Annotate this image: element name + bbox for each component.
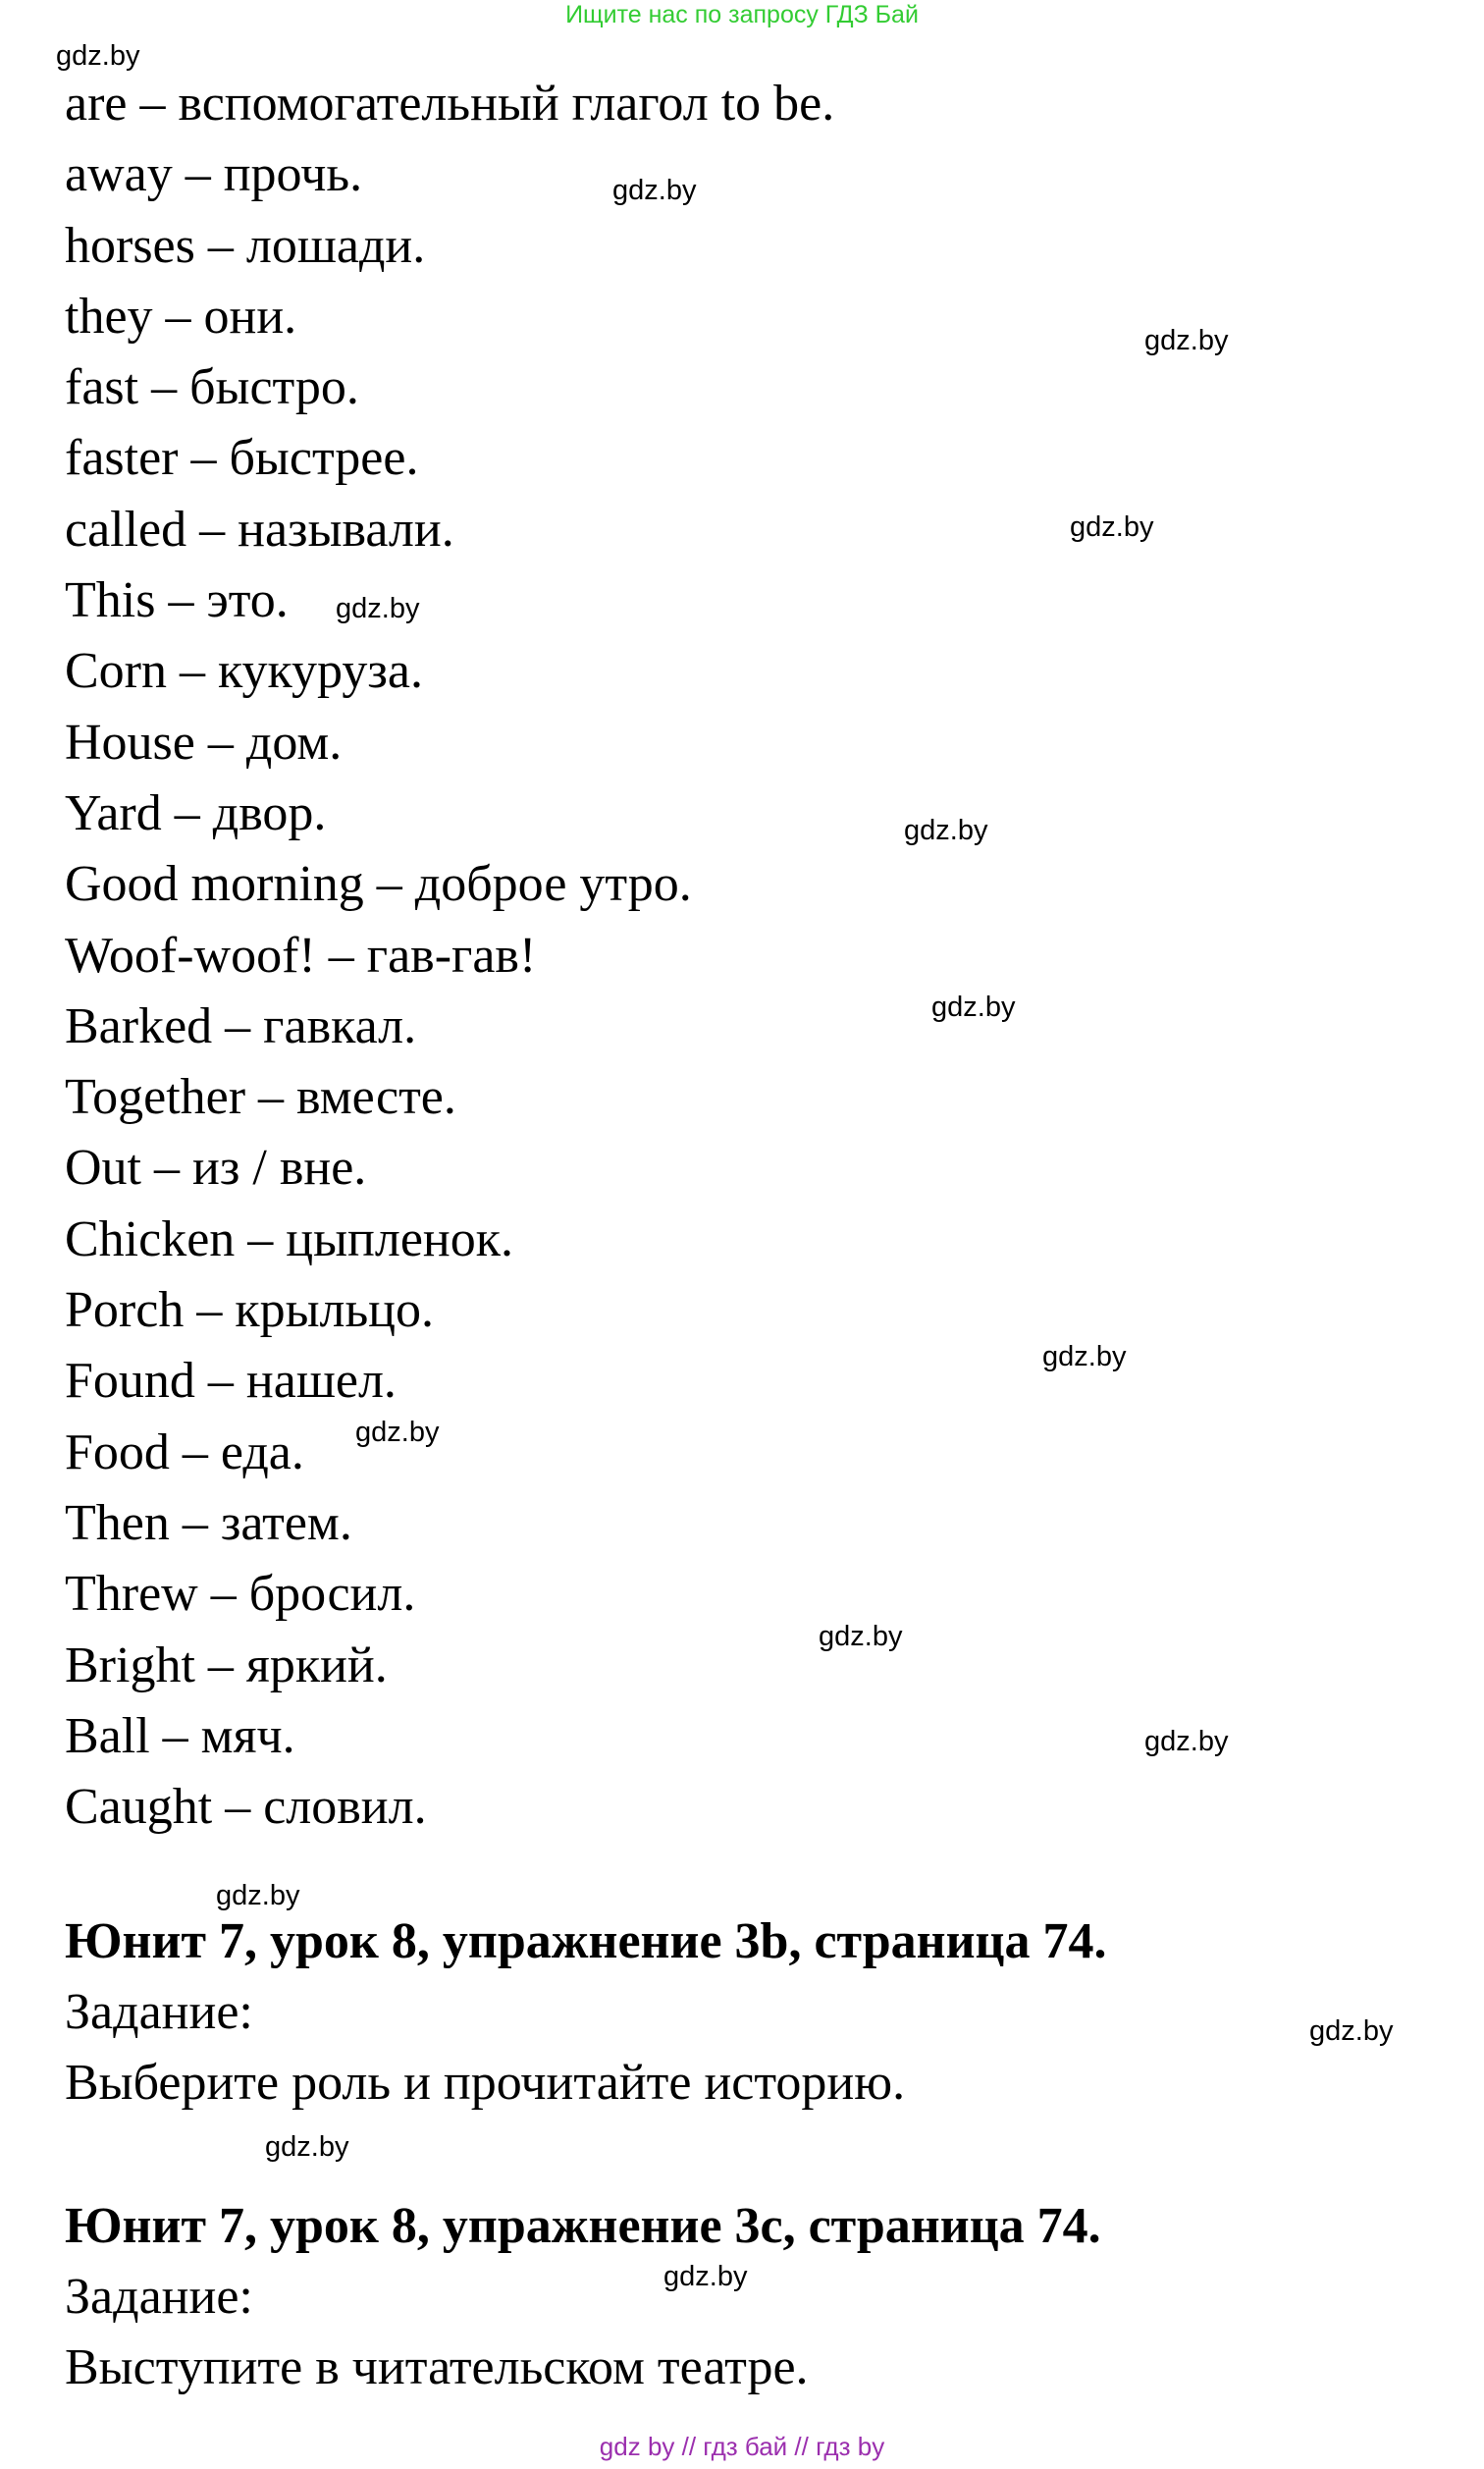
watermark: gdz.by [1144,1726,1229,1757]
watermark: gdz.by [931,992,1016,1023]
vocab-item: fast – быстро. [65,359,359,416]
vocab-item: Yard – двор. [65,784,327,841]
watermark: gdz.by [1144,325,1229,356]
vocab-item: Ball – мяч. [65,1707,295,1764]
vocabulary-list [65,69,834,1843]
vocab-item: This – это. [65,572,289,629]
exercise-3c-heading: Юнит 7, урок 8, упражнение 3c, страница 74. [65,2198,1101,2254]
vocab-item: House – дом. [65,714,343,771]
vocab-item: Out – из / вне. [65,1140,367,1197]
vocab-item: Porch – крыльцо. [65,1282,435,1339]
vocab-item: Barked – гавкал. [65,997,417,1054]
watermark: gdz.by [612,175,697,206]
vocab-item: faster – быстрее. [65,430,419,487]
exercise-3c-section [65,2191,1101,2403]
exercise-3b-section [65,1906,1107,2119]
footer-watermark: gdz by // гдз бай // гдз by [599,2432,885,2461]
watermark: gdz.by [1309,2015,1394,2047]
vocab-item: called – называли. [65,501,454,558]
vocab-item: they – они. [65,288,297,345]
vocab-item: Chicken – цыпленок. [65,1210,514,1267]
vocab-item: Bright – яркий. [65,1637,388,1693]
watermark: gdz.by [355,1417,440,1448]
exercise-3b-heading: Юнит 7, урок 8, упражнение 3b, страница 74. [65,1913,1107,1969]
vocab-item: are – вспомогательный глагол to be. [65,76,835,132]
vocab-item: Good morning – доброе утро. [65,856,692,913]
vocab-item: Woof-woof! – гав-гав! [65,927,537,984]
vocab-item: Threw – бросил. [65,1566,416,1623]
vocab-item: Caught – словил. [65,1779,427,1836]
vocab-item: Food – еда. [65,1423,304,1480]
watermark: gdz.by [819,1621,903,1652]
watermark: gdz.by [1042,1341,1127,1372]
exercise-3b-task-text: Выберите роль и прочитайте историю. [65,2055,906,2111]
watermark: gdz.by [265,2131,349,2163]
top-banner: Ищите нас по запросу ГДЗ Бай [565,1,919,28]
vocab-item: Together – вместе. [65,1069,456,1126]
vocab-item: Found – нашел. [65,1353,397,1410]
watermark: gdz.by [336,593,420,624]
vocab-item: Corn – кукуруза. [65,643,423,700]
vocab-item: Then – затем. [65,1494,352,1551]
watermark: gdz.by [216,1880,300,1911]
watermark: gdz.by [904,815,988,846]
watermark: gdz.by [663,2261,748,2292]
vocab-item: horses – лошади. [65,217,426,274]
watermark: gdz.by [56,40,140,72]
exercise-3b-task-label: Задание: [65,1984,253,2040]
exercise-3c-task-text: Выступите в читательском театре. [65,2339,809,2395]
watermark: gdz.by [1070,511,1154,543]
vocab-item: away – прочь. [65,146,363,203]
exercise-3c-task-label: Задание: [65,2269,253,2325]
